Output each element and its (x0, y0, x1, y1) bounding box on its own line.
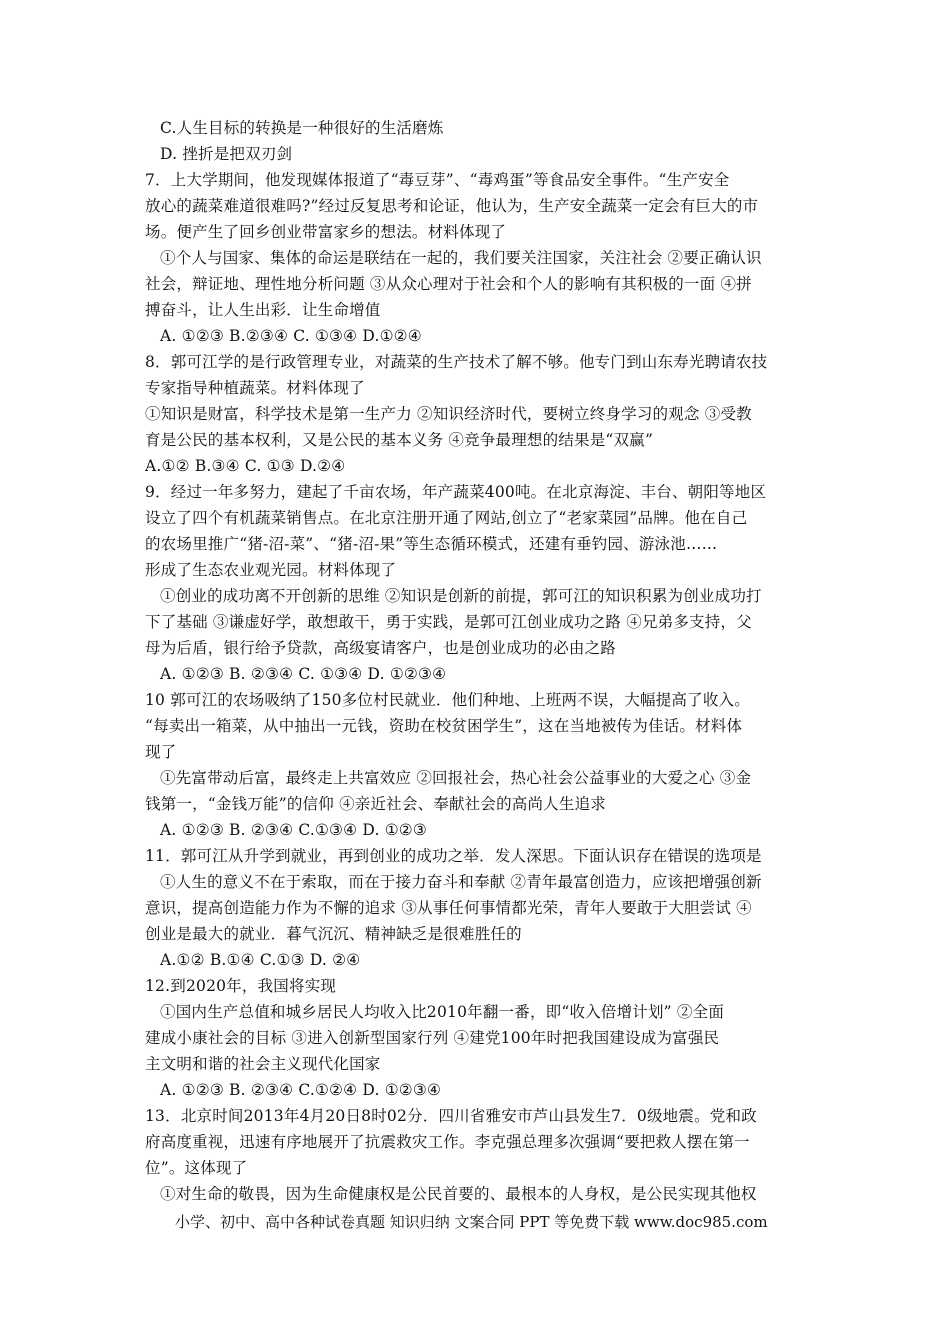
question-9-line-4: 形成了生态农业观光园。材料体现了 (145, 561, 397, 579)
question-7-statement-3: 搏奋斗，让人生出彩．让生命增值 (145, 301, 381, 319)
question-9-line-3: 的农场里推广“猪-沼-菜”、“猪-沼-果”等生态循环模式，还建有垂钓园、游泳池…… (145, 535, 718, 553)
question-12-statement-1: ①国内生产总值和城乡居民人均收入比2010年翻一番，即“收入倍增计划” ②全面 (160, 1003, 725, 1021)
question-11-line-1: 11．郭可江从升学到就业，再到创业的成功之举．发人深思。下面认识存在错误的选项是 (145, 847, 762, 865)
question-9-line-1: 9．经过一年多努力，建起了千亩农场，年产蔬菜400吨。在北京海淀、丰台、朝阳等地区 (145, 483, 767, 501)
question-11-statement-3: 创业是最大的就业．暮气沉沉、精神缺乏是很难胜任的 (145, 925, 522, 943)
question-11-options: A.①② B.①④ C.①③ D. ②④ (160, 951, 361, 969)
question-9-options: A. ①②③ B. ②③④ C. ①③④ D. ①②③④ (160, 665, 447, 683)
question-10-line-3: 现了 (145, 743, 177, 761)
question-8-statement-2: 育是公民的基本权利，又是公民的基本义务 ④竞争最理想的结果是“双赢” (145, 431, 654, 449)
question-13-statement-1: ①对生命的敬畏，因为生命健康权是公民首要的、最根本的人身权，是公民实现其他权 (160, 1185, 757, 1203)
question-10-statement-1: ①先富带动后富，最终走上共富效应 ②回报社会，热心社会公益事业的大爱之心 ③金 (160, 769, 752, 787)
question-13-line-3: 位”。这体现了 (145, 1159, 248, 1177)
question-7-line-1: 7．上大学期间，他发现媒体报道了“毒豆芽”、“毒鸡蛋”等食品安全事件。“生产安全 (145, 171, 730, 189)
question-7-options: A. ①②③ B.②③④ C. ①③④ D.①②④ (160, 327, 422, 345)
question-12-line-1: 12.到2020年，我国将实现 (145, 977, 337, 995)
question-9-line-2: 设立了四个有机蔬菜销售点。在北京注册开通了网站,创立了“老家菜园”品牌。他在自己 (145, 509, 748, 527)
question-10-options: A. ①②③ B. ②③④ C.①③④ D. ①②③ (160, 821, 427, 839)
question-13-line-2: 府高度重视，迅速有序地展开了抗震救灾工作。李克强总理多次强调“要把救人摆在第一 (145, 1133, 750, 1151)
question-9-statement-3: 母为后盾，银行给予贷款，高级宴请客户，也是创业成功的必由之路 (145, 639, 617, 657)
question-8-options: A.①② B.③④ C. ①③ D.②④ (145, 457, 346, 475)
question-13-line-1: 13．北京时间2013年4月20日8时02分．四川省雅安市芦山县发生7．0级地震。党和政 (145, 1107, 757, 1125)
question-8-line-2: 专家指导种植蔬菜。材料体现了 (145, 379, 365, 397)
page-footer: 小学、初中、高中各种试卷真题 知识归纳 文案合同 PPT 等免费下载 www.doc985.com (175, 1213, 768, 1231)
question-10-line-1: 10 郭可江的农场吸纳了150多位村民就业．他们种地、上班两不误，大幅提高了收入。 (145, 691, 750, 709)
question-9-statement-2: 下了基础 ③谦虚好学，敢想敢干，勇于实践，是郭可江创业成功之路 ④兄弟多支持，父 (145, 613, 752, 631)
question-10-statement-2: 钱第一，“金钱万能”的信仰 ④亲近社会、奉献社会的高尚人生追求 (145, 795, 606, 813)
question-8-statement-1: ①知识是财富，科学技术是第一生产力 ②知识经济时代，要树立终身学习的观念 ③受教 (145, 405, 752, 423)
question-7-statement-2: 社会，辩证地、理性地分析问题 ③从众心理对于社会和个人的影响有其积极的一面 ④拼 (145, 275, 752, 293)
question-11-statement-2: 意识，提高创造能力作为不懈的追求 ③从事任何事情都光荣，青年人要敢于大胆尝试 ④ (145, 899, 752, 917)
question-7-line-3: 场。便产生了回乡创业带富家乡的想法。材料体现了 (145, 223, 507, 241)
question-11-statement-1: ①人生的意义不在于索取，而在于接力奋斗和奉献 ②青年最富创造力，应该把增强创新 (160, 873, 762, 891)
question-7-statement-1: ①个人与国家、集体的命运是联结在一起的，我们要关注国家，关注社会 ②要正确认识 (160, 249, 762, 267)
question-7-line-2: 放心的蔬菜难道很难吗?”经过反复思考和论证，他认为，生产安全蔬菜一定会有巨大的市 (145, 197, 759, 215)
question-8-line-1: 8．郭可江学的是行政管理专业，对蔬菜的生产技术了解不够。他专门到山东寿光聘请农技 (145, 353, 768, 371)
question-12-statement-3: 主文明和谐的社会主义现代化国家 (145, 1055, 381, 1073)
question-10-line-2: “每卖出一箱菜，从中抽出一元钱，资助在校贫困学生”，这在当地被传为佳话。材料体 (145, 717, 743, 735)
question-9-statement-1: ①创业的成功离不开创新的思维 ②知识是创新的前提，郭可江的知识积累为创业成功打 (160, 587, 762, 605)
question-12-statement-2: 建成小康社会的目标 ③进入创新型国家行列 ④建党100年时把我国建设成为富强民 (145, 1029, 720, 1047)
question-12-options: A. ①②③ B. ②③④ C.①②④ D. ①②③④ (160, 1081, 442, 1099)
option-d-line: D. 挫折是把双刃剑 (160, 145, 293, 163)
option-c-line: C.人生目标的转换是一种很好的生活磨炼 (160, 119, 444, 137)
